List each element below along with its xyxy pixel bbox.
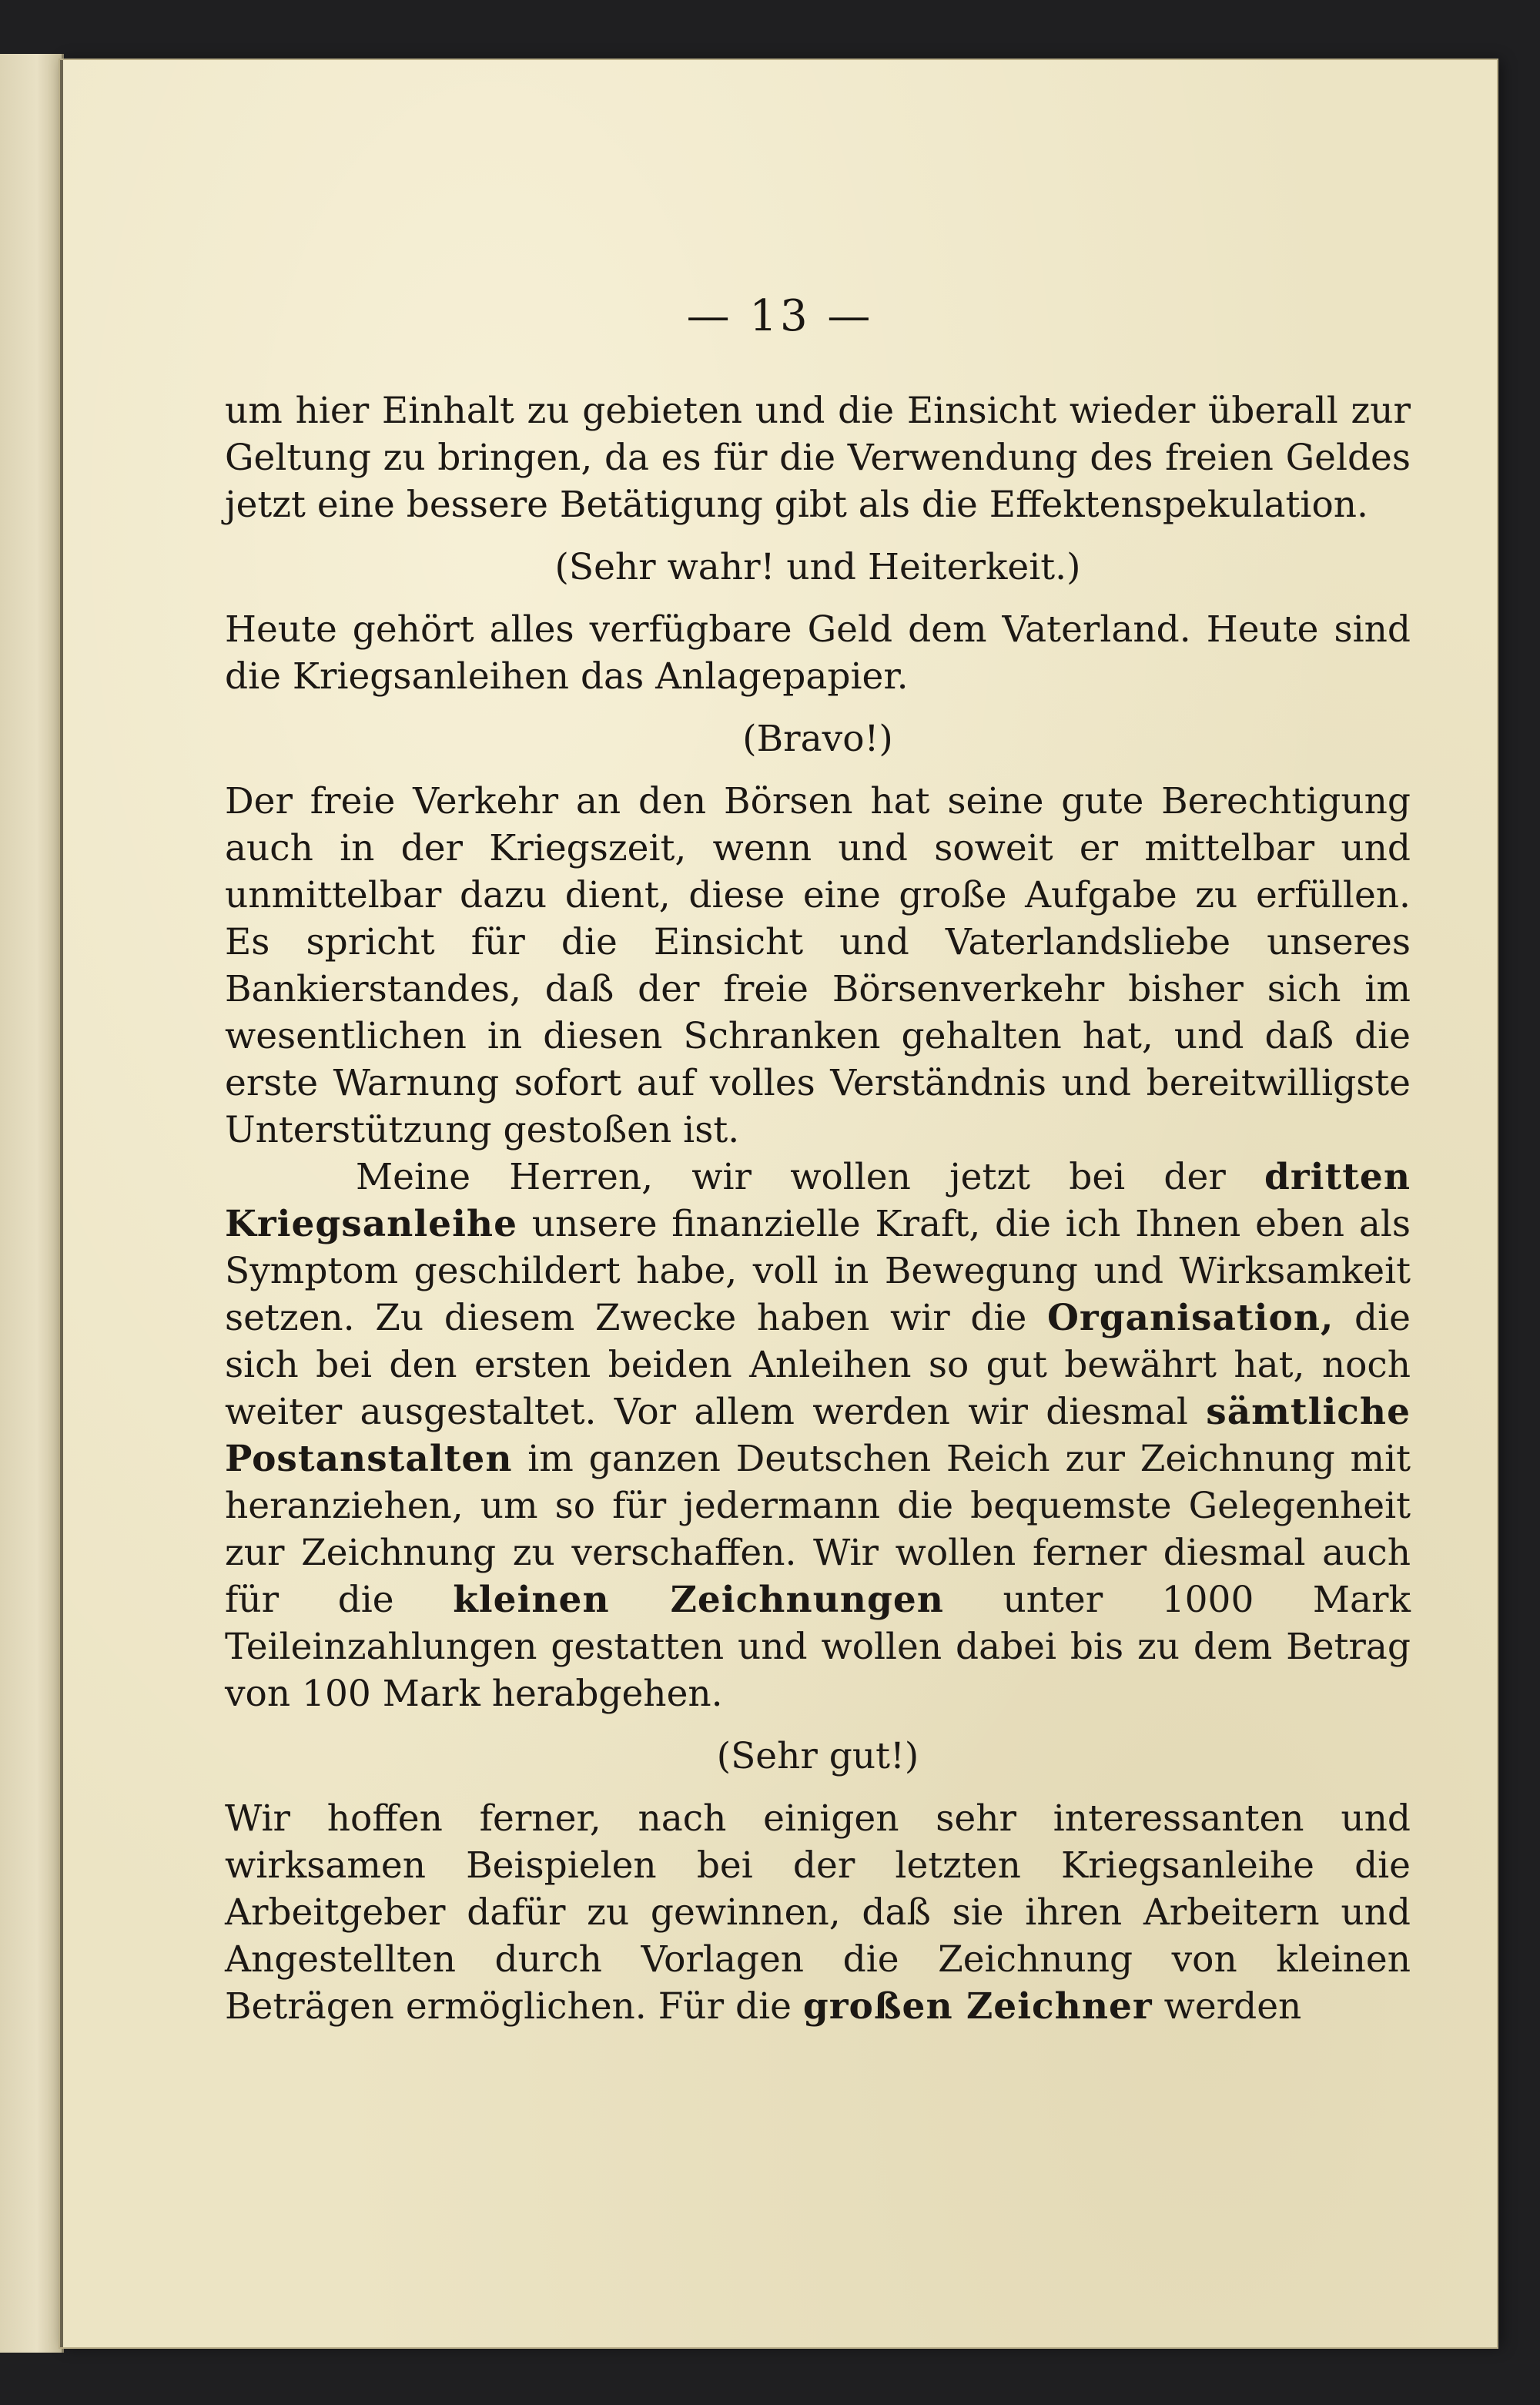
paragraph-5 [225, 1795, 1411, 2030]
paragraph-4 [225, 1154, 1411, 1717]
remark-3: (Sehr gut!) [716, 1735, 919, 1777]
previous-page-edge [0, 54, 64, 2353]
p4-text-e: die sich bei den ersten beiden Anleihen so gut bewährt hat, noch weiter ausgestaltet. Vor allem werden wir diesmal [225, 1297, 1411, 1433]
p4-emphasis-war-loan: dritten Kriegsanleihe [225, 1156, 1411, 1245]
page-text [225, 387, 1411, 2030]
p4-emphasis-organisation: Organisation, [1046, 1297, 1334, 1339]
p5-text-c: werden [1152, 1985, 1302, 2028]
p4-emphasis-small-subscriptions: kleinen Zeichnungen [453, 1579, 944, 1621]
p4-text-c: unsere finanzielle Kraft, die ich Ihnen eben als Symptom geschildert habe, voll in Bewegung und Wirksamkeit setzen. Zu diesem Zwecke haben wir die [225, 1203, 1411, 1339]
p4-emphasis-post-offices: sämtliche Postanstalten [225, 1391, 1411, 1480]
paragraph-2: Heute gehört alles verfügbare Geld dem Vaterland. Heute sind die Kriegsanleihen das Anlagepapier. [225, 608, 1411, 698]
p4-text-i: unter 1000 Mark Teileinzahlungen gestatten und wollen dabei bis zu dem Betrag von 100 Mark herabgehen. [225, 1579, 1411, 1715]
book-page [60, 60, 1497, 2347]
p4-text-g: im ganzen Deutschen Reich zur Zeichnung mit heranziehen, um so für jedermann die bequemste Gelegenheit zur Zeichnung zu verschaffen. Wir wollen ferner diesmal auch für die [225, 1438, 1411, 1621]
p5-text-a: Wir hoffen ferner, nach einigen sehr interessanten und wirksamen Beispielen bei der letzten Kriegsanleihe die Arbeitgeber dafür zu gewinnen, daß sie ihren Arbeitern und Angestellten durch Vorlagen die Zeichnung von kleinen Beträgen ermöglichen. Für die [225, 1797, 1411, 2028]
remark-1: (Sehr wahr! und Heiterkeit.) [554, 546, 1081, 588]
p5-emphasis-large-subscribers: großen Zeichner [802, 1985, 1153, 2028]
remark-2: (Bravo!) [742, 718, 893, 760]
paragraph-3: Der freie Verkehr an den Börsen hat seine gute Berechtigung auch in der Kriegszeit, wenn und soweit er mittelbar und unmittelbar dazu dient, diese eine große Aufgabe zu erfüllen. Es spricht für die Einsicht und Vaterlandsliebe unseres Bankierstandes, daß der freie Börsenverkehr bisher sich im wesentlichen in diesen Schranken gehalten hat, und daß die erste Warnung sofort auf volles Verständnis und bereitwilligste Unterstützung gestoßen ist. [225, 780, 1411, 1151]
p4-text-a: Meine Herren, wir wollen jetzt bei der [356, 1156, 1265, 1198]
page-number: — 13 — [686, 291, 874, 341]
paragraph-1: um hier Einhalt zu gebieten und die Einsicht wieder überall zur Geltung zu bringen, da es für die Verwendung des freien Geldes jetzt eine bessere Betätigung gibt als die Effektenspekulation. [225, 390, 1411, 526]
